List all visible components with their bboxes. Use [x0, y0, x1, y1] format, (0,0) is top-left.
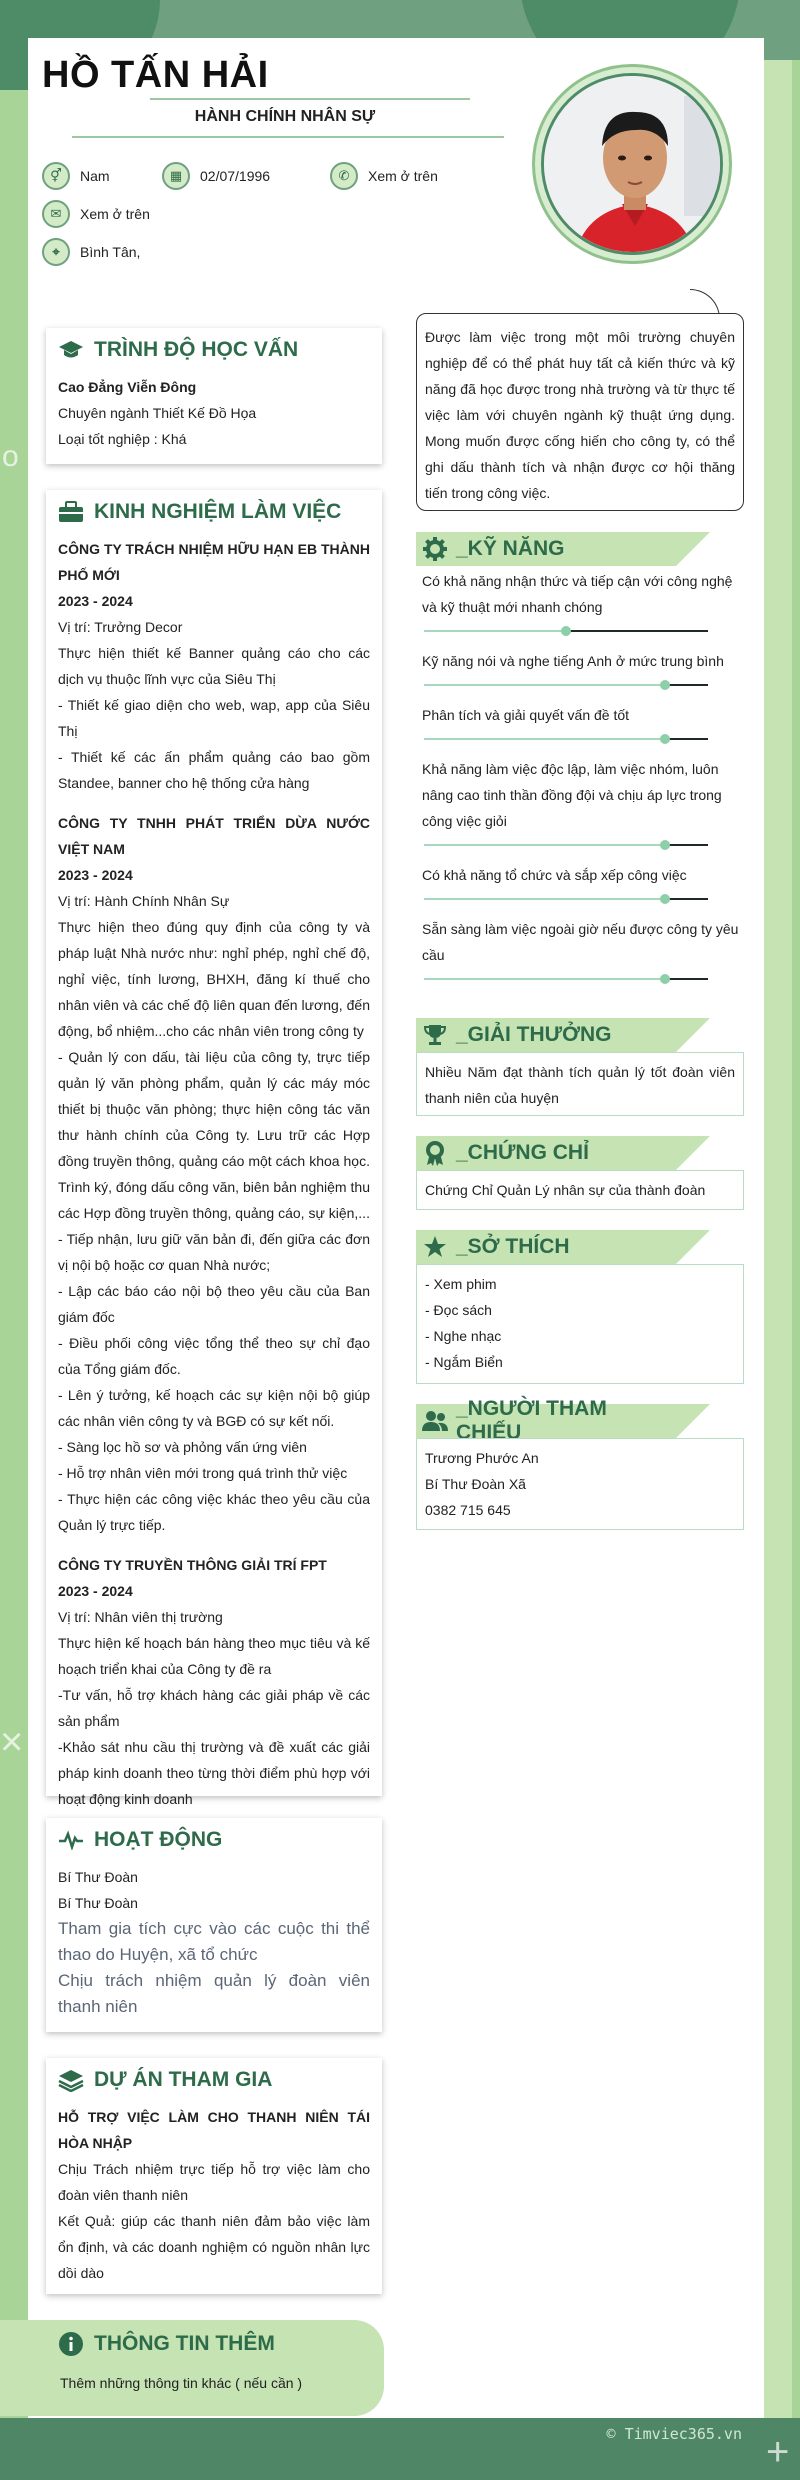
education-grade: Loại tốt nghiệp : Khá — [58, 431, 187, 447]
skills-title-text: _KỸ NĂNG — [456, 537, 565, 560]
references-title-text: _NGƯỜI THAM CHIẾU — [456, 1397, 607, 1444]
job-period: 2023 - 2024 — [58, 1583, 133, 1599]
hobby-item: - Nghe nhạc — [425, 1328, 502, 1344]
calendar-icon: ▦ — [162, 162, 190, 190]
star-icon — [422, 1235, 448, 1259]
references-box — [416, 1438, 744, 1530]
reference-position: Bí Thư Đoàn Xã — [425, 1476, 526, 1492]
skill-label: Kỹ năng nói và nghe tiếng Anh ở mức trung bình — [422, 653, 724, 669]
avatar — [541, 73, 723, 255]
skill-label: Sẵn sàng làm việc ngoài giờ nếu được công ty yêu cầu — [422, 921, 739, 963]
job-company: CÔNG TY TRUYỀN THÔNG GIẢI TRÍ FPT — [58, 1557, 327, 1573]
job-2 — [58, 810, 370, 1538]
candidate-role: HÀNH CHÍNH NHÂN SỰ — [194, 108, 376, 125]
job-position: Vị trí: Nhân viên thị trường — [58, 1609, 223, 1625]
education-title-text: TRÌNH ĐỘ HỌC VẤN — [94, 338, 299, 361]
job-line: - Thiết kế các ấn phẩm quảng cáo bao gồm Standee, banner cho hệ thống cửa hàng — [58, 749, 370, 791]
contact-email — [42, 200, 150, 228]
job-line: - Lên ý tưởng, kế hoạch các sự kiện nội bộ giúp các nhân viên công ty và BGĐ có sự kết nối. — [58, 1387, 370, 1429]
skill-bar — [424, 898, 708, 900]
job-1 — [58, 536, 370, 796]
job-line: - Quản lý con dấu, tài liệu của công ty, trực tiếp quản lý văn phòng phẩm, quản lý các máy móc thiết bị thuộc văn phòng; thực hiện công tác văn thư hành chính của Công ty. Lưu trữ các Hợp đồng truyền thông, quảng cáo một cách khoa học. Trình ký, đóng dấu công văn, biên bản nghiệm thu các Hợp đồng truyền thông, quảng cáo, sự kiện,... — [58, 1049, 370, 1221]
candidate-name: HỒ TẤN HẢI — [42, 54, 269, 96]
role-underline — [72, 136, 504, 138]
activity-desc: Chịu trách nhiệm quản lý đoàn viên thanh niên — [58, 1971, 370, 2016]
pulse-icon — [58, 1828, 84, 1852]
job-line: Thực hiện kế hoạch bán hàng theo mục tiêu và kế hoạch triển khai của Công ty đề ra — [58, 1635, 370, 1677]
job-line: -Tư vấn, hỗ trợ khách hàng các giải pháp về các sản phẩm — [58, 1687, 370, 1729]
job-line: - Lập các báo cáo nội bộ theo yêu cầu của Ban giám đốc — [58, 1283, 370, 1325]
right-decor-stripe — [792, 0, 800, 2480]
hobby-item: - Ngắm Biển — [425, 1354, 503, 1370]
gear-icon — [422, 537, 448, 561]
email-value: Xem ở trên — [80, 206, 150, 222]
leaf-decor-icon: × — [0, 1720, 24, 1764]
job-line: - Tiếp nhận, lưu giữ văn bản đi, đến giữa các đơn vị nội bộ hoặc cơ quan Nhà nước; — [58, 1231, 370, 1273]
skills-header — [416, 532, 676, 566]
job-line: Thực hiện theo đúng quy định của công ty và pháp luật Nhà nước như: nghỉ phép, nghỉ chế độ, nghỉ việc, tính lương, BHXH, đăng kí thuế cho nhân viên và các chế độ liên quan đến lương, đến động, bổ nhiệm...cho các nhân viên trong công ty — [58, 919, 370, 1039]
job-line: - Sàng lọc hồ sơ và phỏng vấn ứng viên — [58, 1439, 307, 1455]
leaf-decor-icon: + — [766, 2430, 790, 2474]
briefcase-icon — [58, 500, 84, 524]
contact-birthday — [162, 162, 270, 190]
contact-phone — [330, 162, 438, 190]
job-line: - Thiết kế giao diện cho web, wap, app của Siêu Thị — [58, 697, 370, 739]
certificates-title-text: _CHỨNG CHỈ — [456, 1141, 589, 1164]
left-decor-stripe — [0, 0, 28, 2480]
certificates-text: Chứng Chỉ Quản Lý nhân sự của thành đoàn — [416, 1170, 744, 1210]
job-line: -Khảo sát nhu cầu thị trường và đề xuất các giải pháp kinh doanh theo từng thời điểm phù hợp với hoạt động kinh doanh — [58, 1739, 370, 1807]
project-result: Kết Quả: giúp các thanh niên đảm bảo việc làm ổn định, và các doanh nghiệm có nguồn nhân lực dồi dào — [58, 2213, 370, 2281]
skill-bar — [424, 844, 708, 846]
skill-label: Phân tích và giải quyết vấn đề tốt — [422, 707, 630, 723]
education-section — [46, 328, 382, 464]
more-info-section — [0, 2320, 384, 2416]
project-name: HỖ TRỢ VIỆC LÀM CHO THANH NIÊN TÁI HÒA NHẬP — [58, 2109, 370, 2151]
reference-phone: 0382 715 645 — [425, 1502, 511, 1518]
experience-title — [58, 500, 370, 524]
graduation-cap-icon — [58, 338, 84, 362]
education-major: Chuyên ngành Thiết Kế Đồ Họa — [58, 405, 257, 421]
layers-icon — [58, 2068, 84, 2092]
experience-title-text: KINH NGHIỆM LÀM VIỆC — [94, 500, 342, 523]
projects-title-text: DỰ ÁN THAM GIA — [94, 2068, 273, 2091]
reference-name: Trương Phước An — [425, 1450, 539, 1466]
experience-section — [46, 490, 382, 1807]
skill-bar — [424, 738, 708, 740]
hobby-item: - Đọc sách — [425, 1302, 492, 1318]
certificates-header — [416, 1136, 676, 1170]
hobby-item: - Xem phim — [425, 1276, 497, 1292]
skill-bar — [424, 684, 708, 686]
email-icon: ✉ — [42, 200, 70, 228]
job-position: Vị trí: Trưởng Decor — [58, 619, 183, 635]
job-position: Vị trí: Hành Chính Nhân Sự — [58, 893, 230, 909]
job-period: 2023 - 2024 — [58, 593, 133, 609]
skill-bar — [424, 630, 708, 632]
skill-label: Có khả năng tổ chức và sắp xếp công việc — [422, 867, 687, 883]
activity-desc: Tham gia tích cực vào các cuộc thi thể thao do Huyện, xã tổ chức — [58, 1919, 370, 1964]
job-company: CÔNG TY TRÁCH NHIỆM HỮU HẠN EB THÀNH PHỐ MỚI — [58, 541, 370, 583]
awards-header — [416, 1018, 676, 1052]
projects-section — [46, 2058, 382, 2294]
career-objective: Được làm việc trong một môi trường chuyên nghiệp để có thể phát huy tất cả kiến thức và kỹ năng đã học được trong nhà trường và từ thực tế việc làm với chuyên ngành kỹ thuật ứng dụng. Mong muốn được cống hiến cho công ty, có thể ghi dấu thành tích và nhận được cơ hội thăng tiến trong công việc. — [416, 313, 744, 511]
job-line: - Thực hiện các công việc khác theo yêu cầu của Quản lý trực tiếp. — [58, 1491, 370, 1533]
skill-label: Có khả năng nhận thức và tiếp cận với công nghệ và kỹ thuật mới nhanh chóng — [422, 573, 733, 615]
skill-label: Khả năng làm việc độc lập, làm việc nhóm, luôn nâng cao tinh thần đồng đội và chịu áp lực trong công việc giỏi — [422, 761, 722, 829]
contact-gender — [42, 162, 110, 190]
awards-text: Nhiều Năm đạt thành tích quản lý tốt đoàn viên thanh niên của huyện — [416, 1052, 744, 1116]
job-line: Thực hiện thiết kế Banner quảng cáo cho các dịch vụ thuộc lĩnh vực của Siêu Thị — [58, 645, 370, 687]
phone-icon: ✆ — [330, 162, 358, 190]
location-icon: ⌖ — [42, 238, 70, 266]
contact-address — [42, 238, 140, 266]
skill-bar — [424, 978, 708, 980]
gender-value: Nam — [80, 168, 110, 184]
activities-title — [58, 1828, 370, 1852]
name-underline — [150, 98, 470, 100]
references-header — [416, 1397, 676, 1444]
job-period: 2023 - 2024 — [58, 867, 133, 883]
projects-title — [58, 2068, 370, 2092]
project-duty: Chịu Trách nhiệm trực tiếp hỗ trợ việc làm cho đoàn viên thanh niên — [58, 2161, 370, 2203]
job-line: - Điều phối công việc tổng thể theo sự chỉ đạo của Tổng giám đốc. — [58, 1335, 370, 1377]
address-value: Bình Tân, — [80, 244, 141, 260]
more-info-text: Thêm những thông tin khác ( nếu cần ) — [60, 2375, 303, 2391]
more-info-title-text: THÔNG TIN THÊM — [94, 2332, 275, 2355]
footer-credit: © Timviec365.vn — [606, 2425, 742, 2443]
certificate-icon — [422, 1141, 448, 1165]
education-school: Cao Đẳng Viễn Đông — [58, 379, 197, 395]
job-company: CÔNG TY TNHH PHÁT TRIỂN DỪA NƯỚC VIỆT NAM — [58, 815, 370, 857]
job-line: - Hỗ trợ nhân viên mới trong quá trình thử việc — [58, 1465, 348, 1481]
users-icon — [422, 1409, 448, 1433]
trophy-icon — [422, 1023, 448, 1047]
education-title — [58, 338, 370, 362]
job-3 — [58, 1552, 370, 1812]
activity-role: Bí Thư Đoàn — [58, 1895, 138, 1911]
phone-value: Xem ở trên — [368, 168, 438, 184]
hobbies-header — [416, 1230, 676, 1264]
birthday-value: 02/07/1996 — [200, 168, 271, 184]
activity-role: Bí Thư Đoàn — [58, 1869, 138, 1885]
awards-title-text: _GIẢI THƯỞNG — [456, 1023, 612, 1046]
more-info-title — [58, 2332, 275, 2356]
hobbies-title-text: _SỞ THÍCH — [456, 1235, 570, 1258]
activities-title-text: HOẠT ĐỘNG — [94, 1828, 223, 1851]
info-icon — [58, 2332, 84, 2356]
leaf-decor-icon: o — [2, 440, 19, 473]
activities-section — [46, 1818, 382, 2032]
gender-icon: ⚥ — [42, 162, 70, 190]
hobbies-list — [416, 1264, 744, 1384]
